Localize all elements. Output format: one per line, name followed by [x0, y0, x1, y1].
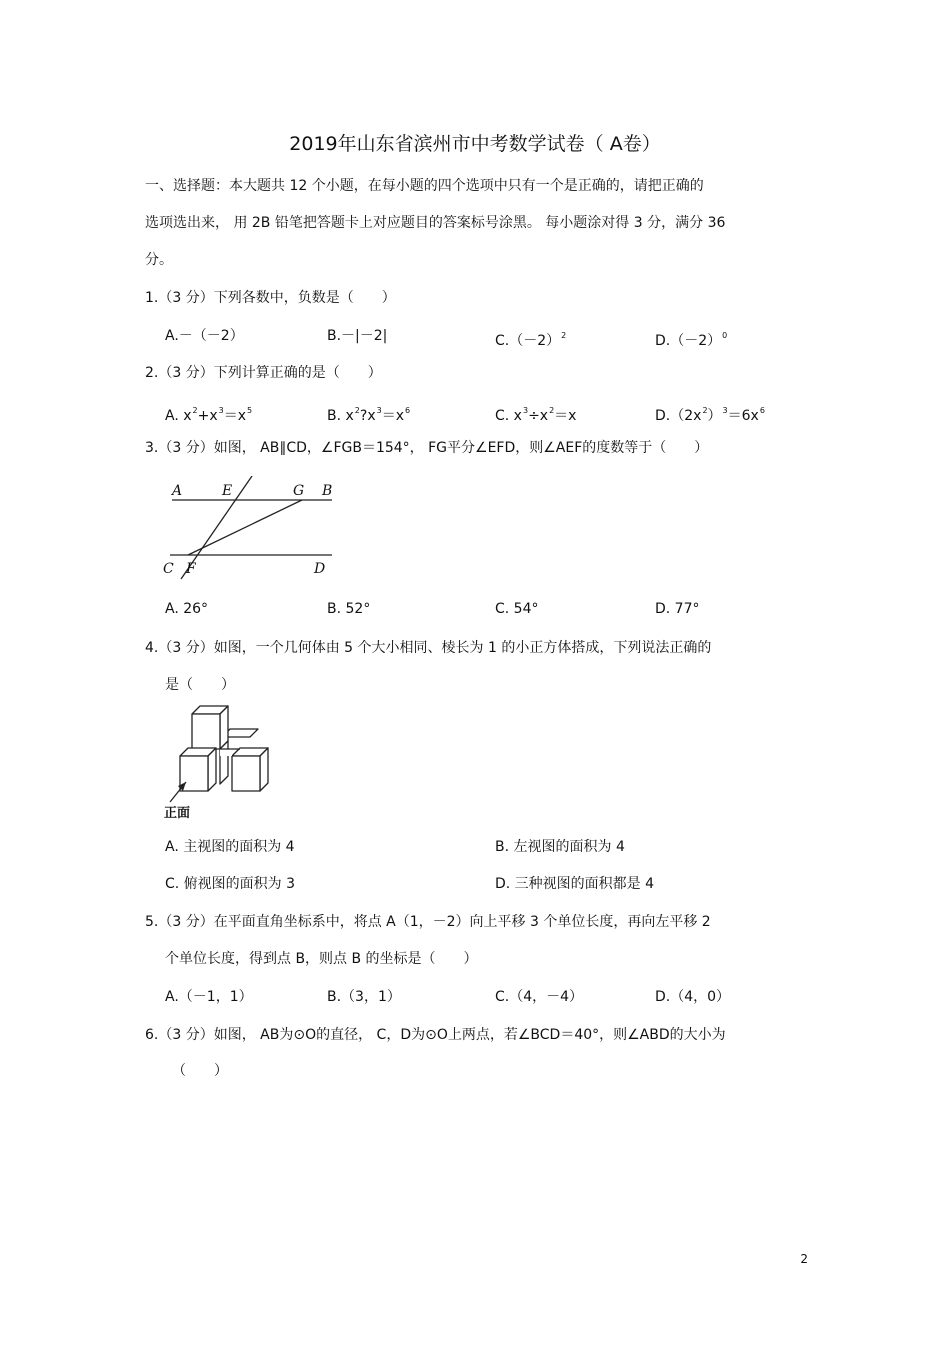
q5-option-b: B.（3，1）: [327, 989, 401, 1005]
question-4-stem-cont: 是（ ）: [165, 677, 235, 693]
q3-option-d: D. 77°: [655, 601, 700, 617]
q2-option-a: A. $x^2+x^3=x^5$: [165, 406, 253, 424]
label-b: B: [322, 483, 333, 499]
q4-option-c: C. 俯视图的面积为 3: [165, 876, 296, 892]
q2-option-b: B. $x^2?x^3=x^6$: [327, 406, 411, 424]
question-2-stem: 2.（3 分）下列计算正确的是（ ）: [145, 365, 382, 381]
question-5-stem: 5.（3 分）在平面直角坐标系中，将点 A（1，－2）向上平移 3 个单位长度，再向左平移 2: [145, 914, 711, 930]
q5-option-d: D.（4，0）: [655, 989, 731, 1005]
label-a: A: [172, 483, 183, 499]
q3-option-b: B. 52°: [327, 601, 371, 617]
q3-parallel-lines-figure: [160, 476, 340, 580]
q1-option-c: $C.(-2)^2$: [495, 331, 567, 349]
section-instructions-line3: 分。: [145, 252, 173, 268]
q3-option-c: C. 54°: [495, 601, 539, 617]
label-e: E: [222, 483, 233, 499]
label-d: D: [314, 561, 326, 577]
q4-option-a: A. 主视图的面积为 4: [165, 839, 295, 855]
q5-option-a: A.（－1，1）: [165, 989, 253, 1005]
question-1-stem: 1.（3 分）下列各数中，负数是（ ）: [145, 290, 396, 306]
q4-option-b: B. 左视图的面积为 4: [495, 839, 625, 855]
q4-option-d: D. 三种视图的面积都是 4: [495, 876, 655, 892]
q5-option-c: C.（4，－4）: [495, 989, 584, 1005]
question-6-stem-cont: （ ）: [172, 1063, 228, 1079]
label-g: G: [293, 483, 305, 499]
q2-option-c: C. $x^3\div x^2=x$: [495, 406, 577, 424]
question-3-stem: 3.（3 分）如图， AB∥CD，∠FGB＝154°， FG平分∠EFD，则∠AEF的度数等于（ ）: [145, 440, 709, 456]
section-instructions-line1: 一、选择题：本大题共 12 个小题，在每小题的四个选项中只有一个是正确的，请把正确的: [145, 178, 704, 194]
page-number: 2: [800, 1252, 808, 1266]
q1-option-d: $D.(-2)^0$: [655, 331, 728, 349]
question-4-stem: 4.（3 分）如图，一个几何体由 5 个大小相同、棱长为 1 的小正方体搭成，下列说法正确的: [145, 640, 712, 656]
question-5-stem-cont: 个单位长度，得到点 B，则点 B 的坐标是（ ）: [165, 951, 478, 967]
label-f: F: [186, 561, 196, 577]
q1-option-b: B.－|－2|: [327, 328, 388, 344]
page-title: 2019年山东省滨州市中考数学试卷（ A卷）: [289, 133, 661, 155]
line-fg: [188, 500, 302, 555]
question-6-stem: 6.（3 分）如图， AB为⊙O的直径， C，D为⊙O上两点，若∠BCD＝40°，则∠ABD的大小为: [145, 1027, 726, 1043]
label-c: C: [163, 561, 174, 577]
q1-option-a: A.－（－2）: [165, 328, 244, 344]
q2-option-d: $D.(2x^2)^3=6x^6$: [655, 406, 765, 424]
q3-option-a: A. 26°: [165, 601, 209, 617]
front-label: 正面: [164, 806, 191, 821]
q4-cube-stack-figure: [162, 704, 277, 822]
section-instructions-line2: 选项选出来， 用 2B 铅笔把答题卡上对应题目的答案标号涂黑。 每小题涂对得 3 分，满分 36: [145, 215, 726, 231]
